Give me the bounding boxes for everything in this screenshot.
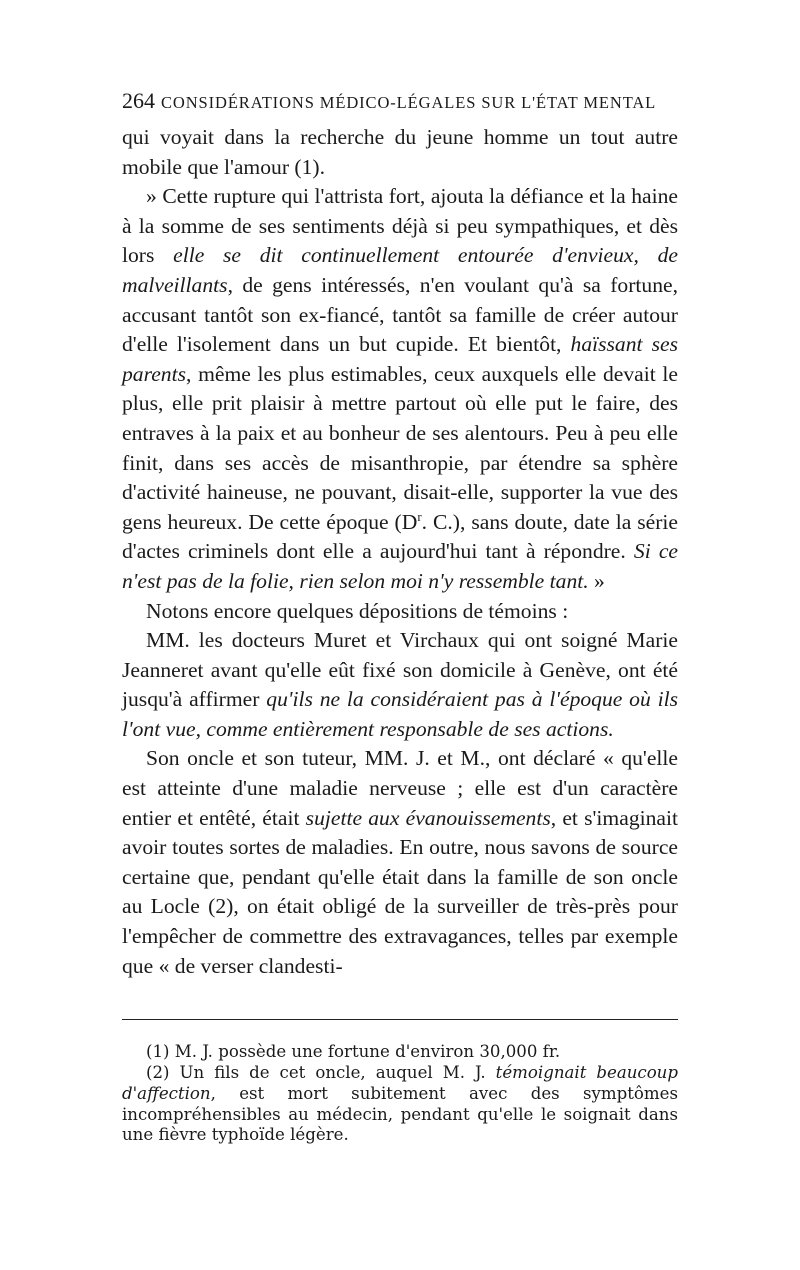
footnotes — [122, 1042, 678, 1146]
page-number: 264 — [122, 88, 155, 113]
paragraph-continuation — [122, 123, 678, 182]
text-run: , est mort subitement avec des symptômes incompréhensibles au médecin, pendant qu'elle le soignait dans une fièvre typhoïde légère. — [122, 1083, 678, 1145]
italic-run: Si ce n'est pas de la folie, rien selon moi n'y ressemble tant. — [122, 539, 678, 593]
text-run: , même les plus estimables, ceux auxquels elle devait le plus, elle prit plaisir à mettre partout où elle put le faire, des entraves à la paix et au bonheur de ses alentours. Peu à peu elle finit, dans ses accès de misanthropie, par étendre sa sphère d'activité haineuse, ne pouvant, disait-elle, supporter la vue des gens heureux. De cette époque (D — [122, 361, 678, 534]
italic-run: haïssant ses parents — [122, 332, 678, 386]
italic-run: sujette aux évanouissements — [305, 805, 551, 830]
text-run: . C.), sans doute, date la série d'actes criminels dont elle a aujourd'hui tant à répondre. — [122, 509, 678, 564]
text-run: , et s'imaginait avoir toutes sortes de maladies. En outre, nous savons de source certaine que, pendant qu'elle était dans la famille de son oncle au Locle (2), on était obligé de la surveiller de très-près pour l'empêcher de commettre des extravagances, telles par exemple que « de verser clandesti- — [122, 805, 678, 978]
footnote-1 — [122, 1042, 678, 1063]
book-page — [122, 88, 678, 1146]
italic-run: qu'ils ne la considéraient pas à l'époque où ils l'ont vue, comme entièrement responsable de ses actions. — [122, 687, 678, 741]
paragraph-witnesses — [122, 597, 678, 627]
running-header — [122, 88, 678, 114]
italic-run: elle se dit continuellement entourée d'envieux, de malveillants — [122, 243, 678, 297]
superscript: r — [417, 508, 422, 524]
text-run: , de gens intéressés, n'en voulant qu'à sa fortune, accusant tantôt son ex-fiancé, tantôt sa famille de créer autour d'elle l'isolement dans un but cupide. Et bientôt, — [122, 272, 678, 357]
paragraph-quotation — [122, 182, 678, 596]
main-text — [122, 123, 678, 981]
running-title: CONSIDÉRATIONS MÉDICO-LÉGALES SUR L'ÉTAT MENTAL — [161, 93, 657, 112]
footnote-2 — [122, 1063, 678, 1146]
paragraph-text: Notons encore quelques dépositions de témoins : — [146, 598, 569, 623]
paragraph-doctors — [122, 626, 678, 744]
paragraph-uncle — [122, 744, 678, 981]
text-run: » — [588, 568, 605, 593]
text-run: » Cette rupture qui l'attrista fort, ajouta la défiance et la haine à la somme de ses sentiments déjà si peu sympathiques, et dès lors — [122, 184, 678, 268]
footnote-text: (1) M. J. possède une fortune d'environ 30,000 fr. — [146, 1042, 561, 1062]
text-run: MM. les docteurs Muret et Virchaux qui ont soigné Marie Jeanneret avant qu'elle eût fixé son domicile à Genève, ont été jusqu'à affirmer — [122, 628, 678, 712]
text-run: Son oncle et son tuteur, MM. J. et M., ont déclaré « qu'elle est atteinte d'une maladie nerveuse ; elle est d'un caractère entier et entêté, était — [122, 746, 678, 830]
italic-run: témoignait beaucoup d'affection — [122, 1063, 678, 1103]
footnote-divider — [122, 1019, 678, 1020]
text-run: (2) Un fils de cet oncle, auquel M. J. — [146, 1063, 496, 1083]
paragraph-text: qui voyait dans la recherche du jeune homme un tout autre mobile que l'amour (1). — [122, 125, 678, 179]
